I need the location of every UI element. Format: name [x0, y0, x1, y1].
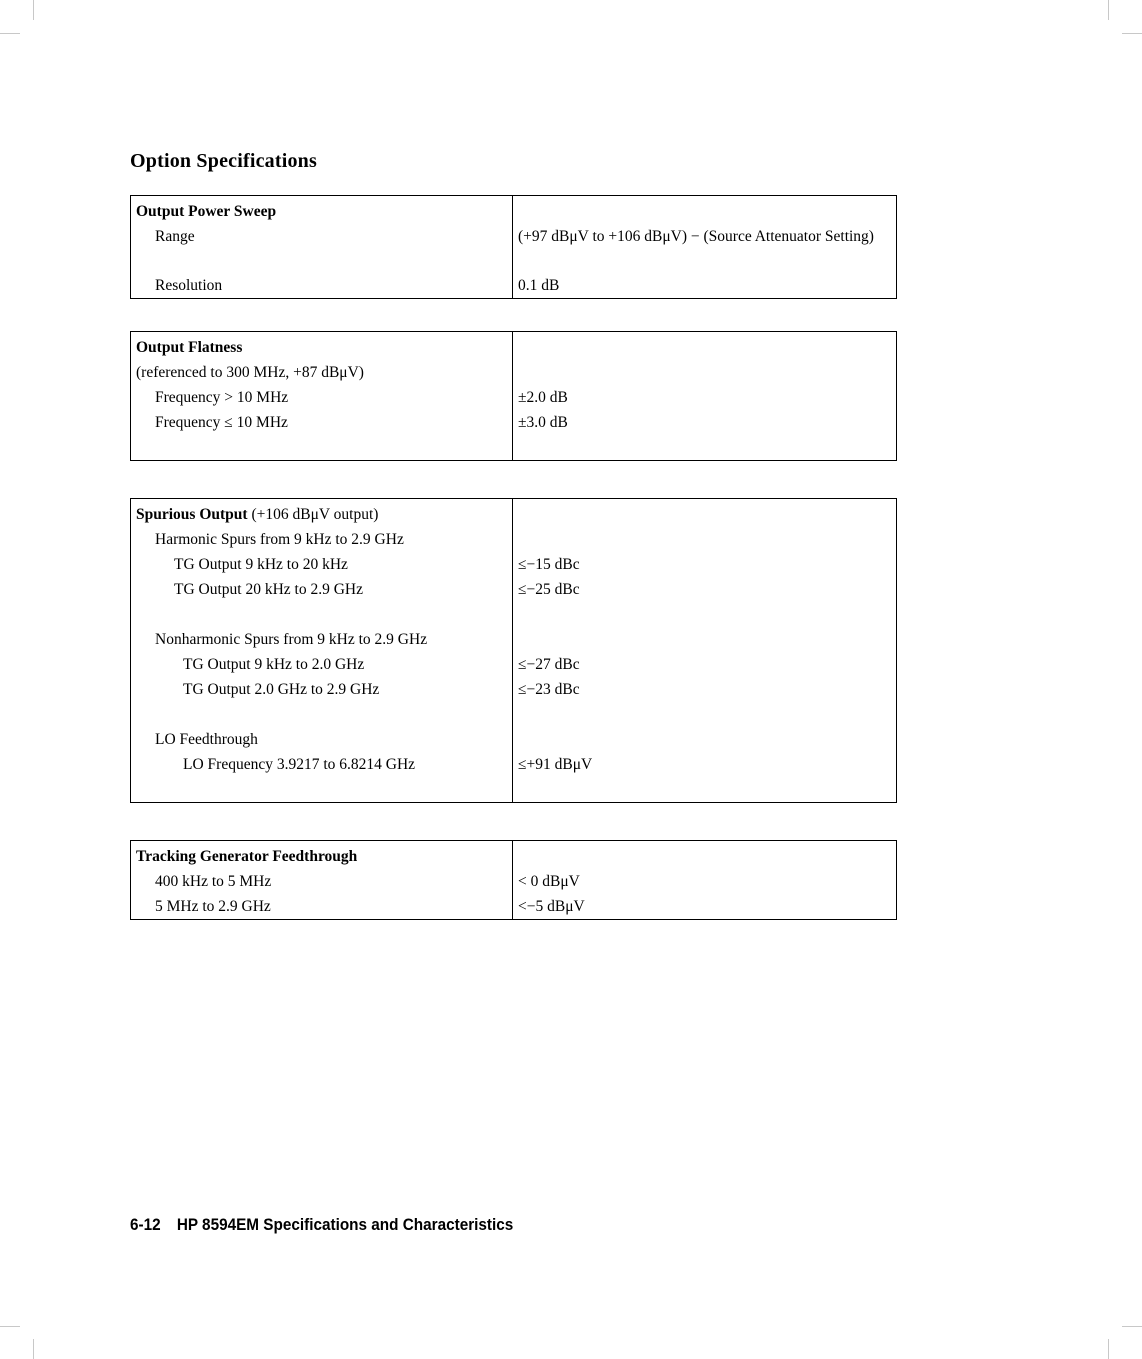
- row-value: ≤−25 dBc: [513, 577, 897, 602]
- row-label: LO Feedthrough: [155, 731, 258, 748]
- crop-mark: [33, 1339, 34, 1359]
- row-value: ±2.0 dB: [513, 385, 897, 410]
- table-row: [131, 552, 897, 577]
- row-value: ≤−27 dBc: [513, 652, 897, 677]
- row-label: Harmonic Spurs from 9 kHz to 2.9 GHz: [155, 531, 404, 548]
- table-row: [131, 577, 897, 602]
- row-value: [513, 727, 897, 752]
- row-label: 400 kHz to 5 MHz: [155, 873, 272, 890]
- row-value: ≤−15 dBc: [513, 552, 897, 577]
- spec-table-output-power-sweep: [130, 195, 897, 299]
- table-row: [131, 224, 897, 273]
- table-row: [131, 894, 897, 920]
- row-value: < 0 dBμV: [513, 869, 897, 894]
- page-title: Option Specifications: [130, 150, 317, 172]
- row-label: LO Frequency 3.9217 to 6.8214 GHz: [183, 756, 416, 773]
- table-row: [131, 727, 897, 752]
- crop-mark: [0, 33, 20, 34]
- table-header: Output Flatness: [136, 339, 243, 356]
- spec-table-output-flatness: [130, 331, 897, 461]
- table-row: [131, 410, 897, 435]
- table-header-note: (+106 dBμV output): [251, 506, 379, 523]
- row-label: TG Output 2.0 GHz to 2.9 GHz: [183, 681, 380, 698]
- row-value: [513, 627, 897, 652]
- row-label: 5 MHz to 2.9 GHz: [155, 898, 271, 915]
- row-value: <−5 dBμV: [513, 894, 897, 920]
- crop-mark: [1122, 33, 1142, 34]
- table-row: [131, 273, 897, 299]
- crop-mark: [0, 1326, 20, 1327]
- row-label: Frequency ≤ 10 MHz: [155, 414, 288, 431]
- spec-table-spurious-output: [130, 498, 897, 803]
- document-title: HP 8594EM Specifications and Characteristics: [176, 1215, 514, 1234]
- table-subheader: (referenced to 300 MHz, +87 dBμV): [136, 364, 364, 381]
- row-value: [513, 527, 897, 552]
- crop-mark: [1108, 0, 1109, 20]
- crop-mark: [33, 0, 34, 20]
- row-label: Nonharmonic Spurs from 9 kHz to 2.9 GHz: [155, 631, 428, 648]
- row-label: TG Output 9 kHz to 20 kHz: [174, 556, 348, 573]
- row-label: TG Output 20 kHz to 2.9 GHz: [174, 581, 363, 598]
- row-value: ≤+91 dBμV: [513, 752, 897, 777]
- table-header: Tracking Generator Feedthrough: [136, 848, 358, 865]
- table-header: Spurious Output: [136, 506, 248, 523]
- spec-table-tracking-generator-feedthrough: [130, 840, 897, 920]
- page-number: 6-12: [130, 1215, 161, 1234]
- table-row: [131, 869, 897, 894]
- table-row: [131, 385, 897, 410]
- table-header: Output Power Sweep: [136, 203, 277, 220]
- row-label: Frequency > 10 MHz: [155, 389, 289, 406]
- table-row: [131, 752, 897, 777]
- row-value: (+97 dBμV to +106 dBμV) − (Source Attenuator Setting): [513, 224, 897, 273]
- row-label: Resolution: [155, 277, 223, 294]
- row-value: ≤−23 dBc: [513, 677, 897, 702]
- row-value: ±3.0 dB: [513, 410, 897, 435]
- table-row: [131, 527, 897, 552]
- table-row: [131, 652, 897, 677]
- row-label: TG Output 9 kHz to 2.0 GHz: [183, 656, 365, 673]
- table-row: [131, 677, 897, 702]
- table-row: [131, 627, 897, 652]
- page-footer: [130, 1215, 513, 1235]
- row-value: 0.1 dB: [513, 273, 897, 299]
- crop-mark: [1108, 1339, 1109, 1359]
- row-label: Range: [155, 228, 195, 245]
- crop-mark: [1122, 1326, 1142, 1327]
